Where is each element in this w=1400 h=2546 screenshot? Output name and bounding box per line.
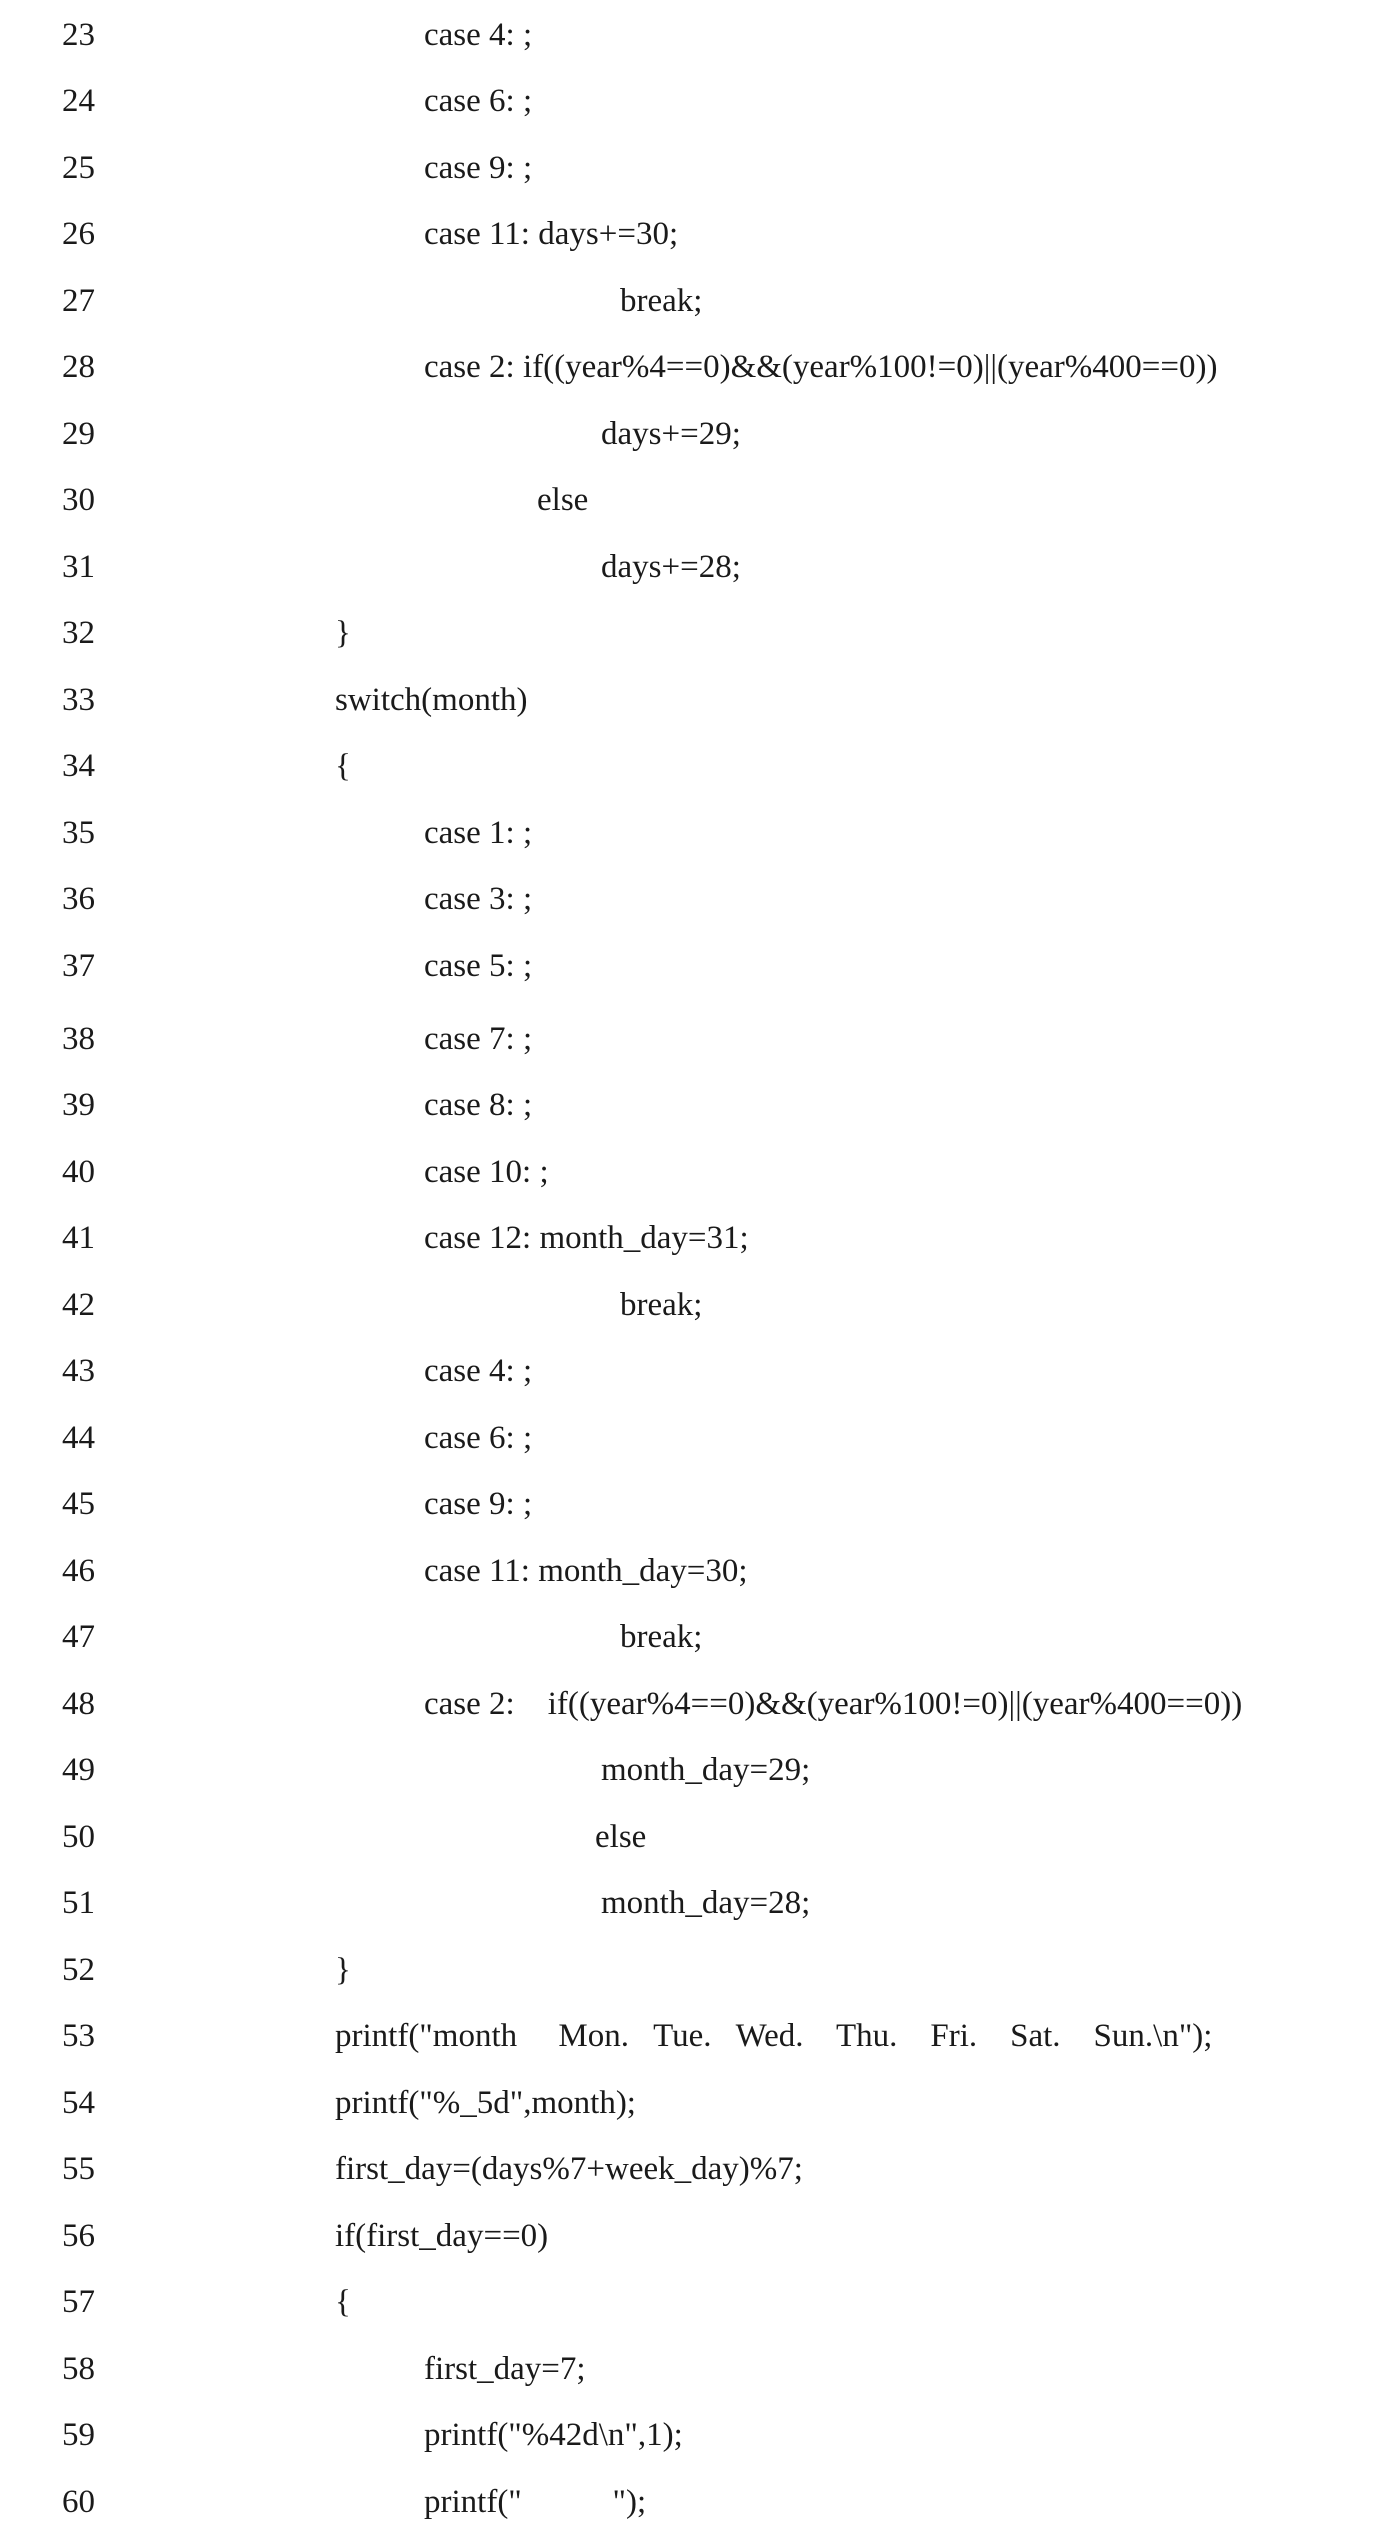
- line-code: }: [335, 1952, 351, 1988]
- line-code: case 12: month_day=31;: [424, 1220, 749, 1256]
- line-code: switch(month): [335, 682, 528, 718]
- code-line: [0, 1617, 1400, 1677]
- line-number: 23: [62, 17, 95, 53]
- line-code: days+=28;: [601, 549, 741, 585]
- line-code: {: [335, 2284, 351, 2320]
- code-line: [0, 1285, 1400, 1345]
- line-number: 57: [62, 2284, 95, 2320]
- line-number: 42: [62, 1287, 95, 1323]
- line-number: 51: [62, 1885, 95, 1921]
- line-code: case 6: ;: [424, 1420, 533, 1456]
- line-number: 32: [62, 615, 95, 651]
- line-code: case 10: ;: [424, 1154, 549, 1190]
- line-code: days+=29;: [601, 416, 741, 452]
- code-line: [0, 480, 1400, 540]
- code-line: [0, 1684, 1400, 1744]
- line-number: 30: [62, 482, 95, 518]
- line-number: 26: [62, 216, 95, 252]
- code-line: [0, 2216, 1400, 2276]
- code-line: [0, 1351, 1400, 1411]
- line-number: 27: [62, 283, 95, 319]
- line-code: case 2: if((year%4==0)&&(year%100!=0)||(year%400==0)): [424, 1686, 1243, 1722]
- line-number: 49: [62, 1752, 95, 1788]
- line-number: 45: [62, 1486, 95, 1522]
- code-line: [0, 1019, 1400, 1079]
- line-code: case 9: ;: [424, 150, 533, 186]
- line-number: 38: [62, 1021, 95, 1057]
- code-line: [0, 1152, 1400, 1212]
- line-code: case 6: ;: [424, 83, 533, 119]
- code-line: [0, 148, 1400, 208]
- line-number: 25: [62, 150, 95, 186]
- line-number: 31: [62, 549, 95, 585]
- line-code: break;: [620, 283, 703, 319]
- code-line: [0, 414, 1400, 474]
- line-number: 56: [62, 2218, 95, 2254]
- line-number: 40: [62, 1154, 95, 1190]
- code-line: [0, 214, 1400, 274]
- code-line: [0, 1218, 1400, 1278]
- code-line: [0, 1418, 1400, 1478]
- line-number: 52: [62, 1952, 95, 1988]
- code-line: [0, 1484, 1400, 1544]
- line-code: case 11: month_day=30;: [424, 1553, 748, 1589]
- code-line: [0, 613, 1400, 673]
- line-number: 34: [62, 748, 95, 784]
- line-number: 36: [62, 881, 95, 917]
- line-code: case 9: ;: [424, 1486, 533, 1522]
- line-code: month_day=28;: [601, 1885, 811, 1921]
- code-line: [0, 680, 1400, 740]
- line-code: case 8: ;: [424, 1087, 533, 1123]
- code-line: [0, 1085, 1400, 1145]
- line-code: case 4: ;: [424, 17, 533, 53]
- line-number: 55: [62, 2151, 95, 2187]
- code-line: [0, 946, 1400, 1006]
- code-line: [0, 1750, 1400, 1810]
- code-line: [0, 81, 1400, 141]
- code-line: [0, 1883, 1400, 1943]
- line-number: 54: [62, 2085, 95, 2121]
- line-code: case 2: if((year%4==0)&&(year%100!=0)||(year%400==0)): [424, 349, 1218, 385]
- line-code: case 11: days+=30;: [424, 216, 679, 252]
- line-code: case 4: ;: [424, 1353, 533, 1389]
- code-line: [0, 347, 1400, 407]
- line-code: printf("%_5d",month);: [335, 2085, 636, 2121]
- line-code: first_day=(days%7+week_day)%7;: [335, 2151, 803, 2187]
- line-code: else: [537, 482, 589, 518]
- line-number: 37: [62, 948, 95, 984]
- line-code: break;: [620, 1619, 703, 1655]
- code-line: [0, 2016, 1400, 2076]
- line-number: 44: [62, 1420, 95, 1456]
- code-line: [0, 547, 1400, 607]
- line-number: 24: [62, 83, 95, 119]
- line-code: first_day=7;: [424, 2351, 586, 2387]
- line-number: 46: [62, 1553, 95, 1589]
- code-line: [0, 813, 1400, 873]
- code-line: [0, 1551, 1400, 1611]
- code-line: [0, 746, 1400, 806]
- line-number: 39: [62, 1087, 95, 1123]
- line-code: case 3: ;: [424, 881, 533, 917]
- code-line: [0, 1817, 1400, 1877]
- line-code: else: [595, 1819, 647, 1855]
- line-code: case 5: ;: [424, 948, 533, 984]
- code-line: [0, 2415, 1400, 2475]
- line-code: month_day=29;: [601, 1752, 811, 1788]
- line-number: 28: [62, 349, 95, 385]
- line-code: }: [335, 615, 351, 651]
- line-number: 43: [62, 1353, 95, 1389]
- line-number: 60: [62, 2484, 95, 2520]
- code-line: [0, 2083, 1400, 2143]
- line-code: {: [335, 748, 351, 784]
- code-line: [0, 2482, 1400, 2542]
- line-code: printf(" ");: [424, 2484, 647, 2520]
- line-code: case 7: ;: [424, 1021, 533, 1057]
- line-code: printf("%42d\n",1);: [424, 2417, 683, 2453]
- line-code: if(first_day==0): [335, 2218, 549, 2254]
- code-line: [0, 2349, 1400, 2409]
- line-number: 58: [62, 2351, 95, 2387]
- line-code: case 1: ;: [424, 815, 533, 851]
- line-number: 35: [62, 815, 95, 851]
- line-number: 33: [62, 682, 95, 718]
- line-number: 59: [62, 2417, 95, 2453]
- line-code: break;: [620, 1287, 703, 1323]
- code-line: [0, 2282, 1400, 2342]
- code-line: [0, 281, 1400, 341]
- line-number: 48: [62, 1686, 95, 1722]
- line-number: 50: [62, 1819, 95, 1855]
- line-number: 41: [62, 1220, 95, 1256]
- code-line: [0, 15, 1400, 75]
- code-line: [0, 1950, 1400, 2010]
- code-line: [0, 879, 1400, 939]
- line-number: 53: [62, 2018, 95, 2054]
- code-line: [0, 2149, 1400, 2209]
- line-number: 29: [62, 416, 95, 452]
- line-number: 47: [62, 1619, 95, 1655]
- line-code: printf("month Mon. Tue. Wed. Thu. Fri. Sat. Sun.\n");: [335, 2018, 1213, 2054]
